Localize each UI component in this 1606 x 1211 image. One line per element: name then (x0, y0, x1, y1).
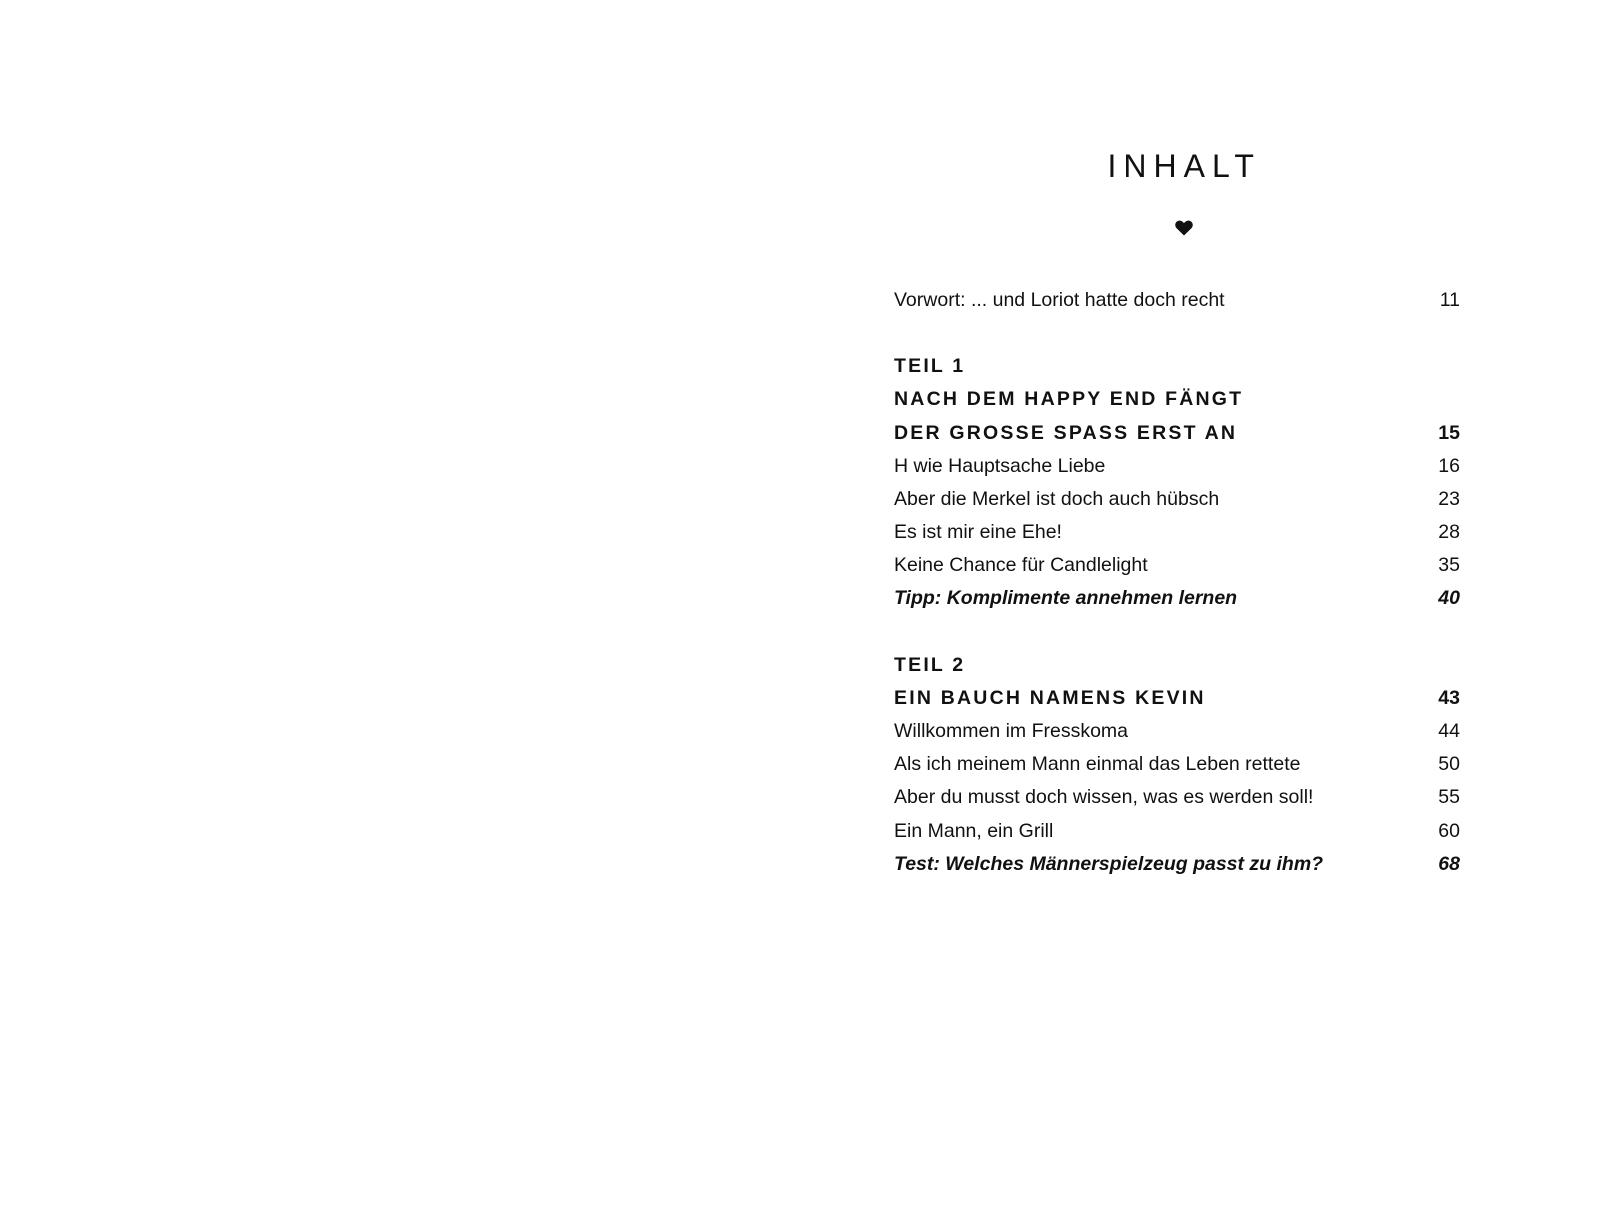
entry-page-number: 40 (1438, 587, 1460, 609)
part-1-label (894, 349, 1460, 383)
toc-entry (894, 714, 1460, 748)
toc-entry-test (894, 847, 1460, 881)
entry-page-number: 16 (1438, 455, 1460, 477)
part-title: DER GROSSE SPASS ERST AN (894, 422, 1238, 444)
entry-title: Als ich meinem Mann einmal das Leben rettete (894, 753, 1301, 775)
entry-title: Vorwort: ... und Loriot hatte doch recht (894, 289, 1225, 311)
part-2-label (894, 648, 1460, 682)
entry-title: Es ist mir eine Ehe! (894, 521, 1062, 543)
part-2-title (894, 681, 1460, 715)
entry-page-number: 44 (1438, 720, 1460, 742)
heart-icon (1175, 220, 1193, 236)
part-number: TEIL 2 (894, 654, 966, 676)
toc-entry-foreword (894, 283, 1460, 317)
entry-title: Aber du musst doch wissen, was es werden soll! (894, 786, 1314, 808)
entry-title: Ein Mann, ein Grill (894, 820, 1054, 842)
left-blank-page (0, 0, 800, 1211)
entry-title: Keine Chance für Candlelight (894, 554, 1148, 576)
entry-title: H wie Hauptsache Liebe (894, 455, 1106, 477)
page-title: INHALT (1107, 148, 1261, 184)
entry-title: Tipp: Komplimente annehmen lernen (894, 587, 1238, 609)
entry-title: Test: Welches Männerspielzeug passt zu ihm? (894, 853, 1324, 875)
entry-title: Aber die Merkel ist doch auch hübsch (894, 488, 1220, 510)
entry-page-number: 68 (1438, 853, 1460, 875)
part-1-title-line-1 (894, 382, 1460, 416)
entry-page-number: 60 (1438, 820, 1460, 842)
entry-title: Willkommen im Fresskoma (894, 720, 1129, 742)
toc-entry (894, 780, 1460, 814)
toc-entry (894, 548, 1460, 582)
toc-entry (894, 482, 1460, 516)
part-number: TEIL 1 (894, 355, 966, 377)
entry-page-number: 35 (1438, 554, 1460, 576)
part-page-number: 15 (1438, 422, 1460, 444)
entry-page-number: 55 (1438, 786, 1460, 808)
part-page-number: 43 (1438, 687, 1460, 709)
entry-page-number: 23 (1438, 488, 1460, 510)
part-1-title-line-2 (894, 416, 1460, 450)
toc-entry-tip (894, 581, 1460, 615)
toc-entry (894, 449, 1460, 483)
entry-page-number: 28 (1438, 521, 1460, 543)
toc-entry (894, 814, 1460, 848)
contents-page (803, 0, 1606, 1211)
part-title: NACH DEM HAPPY END FÄNGT (894, 388, 1244, 410)
entry-page-number: 50 (1438, 753, 1460, 775)
entry-page-number: 11 (1439, 289, 1460, 311)
toc-entry (894, 747, 1460, 781)
part-title: EIN BAUCH NAMENS KEVIN (894, 687, 1206, 709)
toc-entry (894, 515, 1460, 549)
